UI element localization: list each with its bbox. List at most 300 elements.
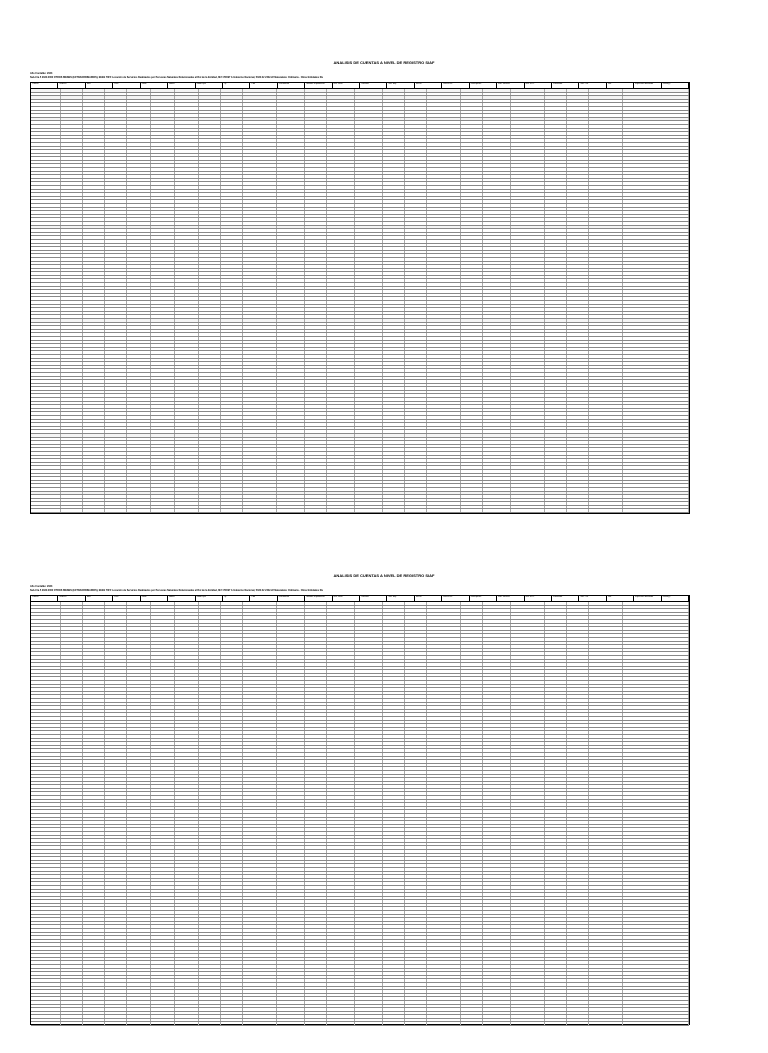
table-cell bbox=[461, 139, 483, 142]
table-cell bbox=[305, 839, 327, 842]
table-cell bbox=[221, 470, 243, 473]
table-cell bbox=[623, 229, 689, 232]
table-cell bbox=[305, 509, 327, 512]
table-cell bbox=[105, 875, 127, 878]
table-cell bbox=[83, 872, 105, 875]
table-cell bbox=[383, 423, 405, 426]
table-cell bbox=[31, 602, 61, 605]
table-cell bbox=[511, 839, 545, 842]
table-cell bbox=[355, 488, 383, 491]
table-cell bbox=[427, 459, 461, 462]
table-cell bbox=[623, 330, 689, 333]
table-cell bbox=[199, 857, 221, 860]
table-cell bbox=[427, 236, 461, 239]
table-cell bbox=[127, 828, 151, 831]
table-cell bbox=[483, 186, 511, 189]
table-cell bbox=[383, 427, 405, 430]
table-cell bbox=[483, 319, 511, 322]
table-cell bbox=[151, 121, 175, 124]
table-cell bbox=[221, 351, 243, 354]
table-column-header: Cdo bbox=[250, 83, 277, 88]
table-cell bbox=[305, 233, 327, 236]
table-cell bbox=[151, 247, 175, 250]
table-cell bbox=[199, 868, 221, 871]
table-cell bbox=[623, 688, 689, 691]
table-cell bbox=[83, 269, 105, 272]
table-cell bbox=[61, 373, 83, 376]
table-cell bbox=[383, 685, 405, 688]
table-cell bbox=[545, 843, 567, 846]
table-cell bbox=[305, 147, 327, 150]
table-cell bbox=[461, 373, 483, 376]
table-cell bbox=[623, 868, 689, 871]
table-cell bbox=[61, 121, 83, 124]
table-cell bbox=[427, 484, 461, 487]
table-cell bbox=[567, 616, 589, 619]
table-cell bbox=[277, 373, 305, 376]
table-cell bbox=[427, 323, 461, 326]
table-cell bbox=[511, 613, 545, 616]
table-cell bbox=[383, 208, 405, 211]
table-cell bbox=[355, 121, 383, 124]
table-cell bbox=[277, 312, 305, 315]
table-cell bbox=[461, 164, 483, 167]
table-cell bbox=[105, 297, 127, 300]
table-cell bbox=[483, 677, 511, 680]
table-cell bbox=[151, 821, 175, 824]
table-cell bbox=[589, 229, 623, 232]
table-cell bbox=[483, 330, 511, 333]
table-cell bbox=[589, 606, 623, 609]
table-cell bbox=[277, 792, 305, 795]
table-cell bbox=[589, 143, 623, 146]
table-cell bbox=[83, 757, 105, 760]
table-cell bbox=[151, 333, 175, 336]
table-cell bbox=[305, 330, 327, 333]
table-cell bbox=[175, 452, 199, 455]
table-cell bbox=[383, 703, 405, 706]
table-cell bbox=[105, 854, 127, 857]
table-cell bbox=[199, 649, 221, 652]
table-cell bbox=[545, 800, 567, 803]
table-cell bbox=[383, 868, 405, 871]
table-cell bbox=[427, 825, 461, 828]
table-cell bbox=[511, 118, 545, 121]
table-cell bbox=[511, 692, 545, 695]
table-cell bbox=[623, 638, 689, 641]
table-cell bbox=[383, 359, 405, 362]
table-cell bbox=[327, 301, 355, 304]
table-cell bbox=[105, 409, 127, 412]
table-cell bbox=[243, 861, 277, 864]
table-cell bbox=[327, 724, 355, 727]
table-cell bbox=[589, 258, 623, 261]
table-cell bbox=[31, 474, 61, 477]
table-cell bbox=[105, 100, 127, 103]
table-cell bbox=[151, 290, 175, 293]
table-cell bbox=[151, 775, 175, 778]
table-cell bbox=[461, 864, 483, 867]
table-cell bbox=[623, 459, 689, 462]
table-cell bbox=[483, 305, 511, 308]
table-cell bbox=[383, 305, 405, 308]
table-cell bbox=[199, 344, 221, 347]
table-cell bbox=[127, 764, 151, 767]
table-cell bbox=[427, 477, 461, 480]
table-cell bbox=[199, 695, 221, 698]
table-cell bbox=[589, 814, 623, 817]
table-cell bbox=[83, 656, 105, 659]
table-cell bbox=[105, 244, 127, 247]
table-cell bbox=[589, 721, 623, 724]
table-cell bbox=[327, 208, 355, 211]
table-cell bbox=[545, 366, 567, 369]
table-cell bbox=[623, 782, 689, 785]
table-cell bbox=[105, 301, 127, 304]
table-cell bbox=[61, 333, 83, 336]
table-cell bbox=[545, 861, 567, 864]
table-cell bbox=[305, 186, 327, 189]
table-cell bbox=[243, 695, 277, 698]
table-cell bbox=[483, 139, 511, 142]
table-cell bbox=[83, 420, 105, 423]
table-cell bbox=[461, 100, 483, 103]
table-cell bbox=[127, 677, 151, 680]
report-page-2 bbox=[0, 573, 768, 1053]
table-cell bbox=[277, 394, 305, 397]
table-cell bbox=[545, 262, 567, 265]
table-cell bbox=[151, 398, 175, 401]
table-cell bbox=[461, 606, 483, 609]
table-cell bbox=[277, 262, 305, 265]
table-cell bbox=[243, 818, 277, 821]
table-cell bbox=[61, 767, 83, 770]
table-cell bbox=[545, 265, 567, 268]
table-cell bbox=[277, 290, 305, 293]
table-cell bbox=[355, 470, 383, 473]
table-cell bbox=[567, 204, 589, 207]
table-cell bbox=[175, 308, 199, 311]
table-cell bbox=[105, 839, 127, 842]
table-cell bbox=[127, 760, 151, 763]
table-cell bbox=[199, 136, 221, 139]
table-cell bbox=[383, 355, 405, 358]
table-cell bbox=[151, 394, 175, 397]
table-cell bbox=[327, 846, 355, 849]
table-cell bbox=[511, 301, 545, 304]
table-cell bbox=[277, 118, 305, 121]
table-cell bbox=[31, 355, 61, 358]
table-cell bbox=[83, 875, 105, 878]
table-cell bbox=[589, 685, 623, 688]
table-cell bbox=[327, 685, 355, 688]
table-cell bbox=[567, 114, 589, 117]
table-cell bbox=[405, 330, 427, 333]
table-cell bbox=[589, 337, 623, 340]
table-cell bbox=[199, 412, 221, 415]
table-cell bbox=[405, 118, 427, 121]
table-column-header: Nro. Serie bbox=[333, 83, 360, 88]
table-column-header: Doc bbox=[607, 83, 634, 88]
table-cell bbox=[567, 767, 589, 770]
table-cell bbox=[567, 301, 589, 304]
table-cell bbox=[305, 861, 327, 864]
table-cell bbox=[221, 179, 243, 182]
table-cell bbox=[61, 724, 83, 727]
table-cell bbox=[567, 262, 589, 265]
table-cell bbox=[589, 854, 623, 857]
table-cell bbox=[127, 384, 151, 387]
table-cell bbox=[175, 197, 199, 200]
table-cell bbox=[405, 362, 427, 365]
table-cell bbox=[175, 359, 199, 362]
table-cell bbox=[127, 800, 151, 803]
table-cell bbox=[61, 739, 83, 742]
table-cell bbox=[151, 660, 175, 663]
table-cell bbox=[461, 412, 483, 415]
table-cell bbox=[61, 764, 83, 767]
table-cell bbox=[61, 609, 83, 612]
table-cell bbox=[327, 602, 355, 605]
table-cell bbox=[151, 688, 175, 691]
table-cell bbox=[221, 721, 243, 724]
table-cell bbox=[105, 290, 127, 293]
table-cell bbox=[355, 114, 383, 117]
table-cell bbox=[483, 229, 511, 232]
table-cell bbox=[221, 398, 243, 401]
table-cell bbox=[383, 836, 405, 839]
table-cell bbox=[83, 276, 105, 279]
table-cell bbox=[405, 247, 427, 250]
table-cell bbox=[105, 739, 127, 742]
table-cell bbox=[589, 703, 623, 706]
table-cell bbox=[127, 685, 151, 688]
table-cell bbox=[305, 297, 327, 300]
table-cell bbox=[623, 305, 689, 308]
table-cell bbox=[623, 297, 689, 300]
table-cell bbox=[511, 351, 545, 354]
table-cell bbox=[199, 161, 221, 164]
table-cell bbox=[461, 398, 483, 401]
table-cell bbox=[105, 645, 127, 648]
table-cell bbox=[105, 179, 127, 182]
table-cell bbox=[589, 200, 623, 203]
table-cell bbox=[427, 279, 461, 282]
table-cell bbox=[31, 642, 61, 645]
table-cell bbox=[405, 190, 427, 193]
table-cell bbox=[127, 218, 151, 221]
table-cell bbox=[31, 294, 61, 297]
table-cell bbox=[305, 800, 327, 803]
table-cell bbox=[427, 713, 461, 716]
table-cell bbox=[221, 642, 243, 645]
table-cell bbox=[545, 850, 567, 853]
table-cell bbox=[199, 452, 221, 455]
table-cell bbox=[127, 265, 151, 268]
table-column-header: Nro. RUC bbox=[525, 83, 552, 88]
table-cell bbox=[511, 175, 545, 178]
table-cell bbox=[567, 807, 589, 810]
table-cell bbox=[427, 215, 461, 218]
table-cell bbox=[427, 717, 461, 720]
table-cell bbox=[405, 760, 427, 763]
table-cell bbox=[383, 89, 405, 92]
table-cell bbox=[405, 236, 427, 239]
table-cell bbox=[83, 100, 105, 103]
table-column-header: Nro. Exp bbox=[387, 83, 414, 88]
table-cell bbox=[383, 502, 405, 505]
table-cell bbox=[61, 272, 83, 275]
table-cell bbox=[127, 290, 151, 293]
table-cell bbox=[427, 452, 461, 455]
table-cell bbox=[383, 172, 405, 175]
table-column-header: Proveedor bbox=[552, 83, 579, 88]
table-cell bbox=[151, 631, 175, 634]
table-column-header: Doc bbox=[607, 596, 634, 601]
table-cell bbox=[151, 703, 175, 706]
table-cell bbox=[199, 287, 221, 290]
table-cell bbox=[567, 699, 589, 702]
table-cell bbox=[405, 810, 427, 813]
table-cell bbox=[221, 301, 243, 304]
table-cell bbox=[623, 366, 689, 369]
table-cell bbox=[83, 341, 105, 344]
table-cell bbox=[83, 631, 105, 634]
table-cell bbox=[61, 208, 83, 211]
table-cell bbox=[221, 620, 243, 623]
table-cell bbox=[221, 326, 243, 329]
table-cell bbox=[175, 789, 199, 792]
table-cell bbox=[305, 172, 327, 175]
table-cell bbox=[511, 775, 545, 778]
table-cell bbox=[221, 89, 243, 92]
table-cell bbox=[461, 409, 483, 412]
table-cell bbox=[243, 233, 277, 236]
table-cell bbox=[545, 810, 567, 813]
table-cell bbox=[105, 416, 127, 419]
table-cell bbox=[483, 749, 511, 752]
table-cell bbox=[405, 828, 427, 831]
table-cell bbox=[483, 699, 511, 702]
table-cell bbox=[83, 634, 105, 637]
table-cell bbox=[623, 484, 689, 487]
table-cell bbox=[383, 509, 405, 512]
table-cell bbox=[105, 233, 127, 236]
table-cell bbox=[427, 775, 461, 778]
table-cell bbox=[105, 685, 127, 688]
table-cell bbox=[427, 89, 461, 92]
table-cell bbox=[405, 470, 427, 473]
table-cell bbox=[405, 366, 427, 369]
table-cell bbox=[427, 355, 461, 358]
table-cell bbox=[151, 735, 175, 738]
table-cell bbox=[105, 380, 127, 383]
table-cell bbox=[545, 746, 567, 749]
table-cell bbox=[589, 509, 623, 512]
table-cell bbox=[243, 775, 277, 778]
table-cell bbox=[127, 366, 151, 369]
table-cell bbox=[305, 818, 327, 821]
table-cell bbox=[31, 222, 61, 225]
table-cell bbox=[461, 200, 483, 203]
table-cell bbox=[61, 326, 83, 329]
table-cell bbox=[327, 269, 355, 272]
table-cell bbox=[175, 394, 199, 397]
table-cell bbox=[277, 387, 305, 390]
table-cell bbox=[151, 136, 175, 139]
table-cell bbox=[327, 387, 355, 390]
table-cell bbox=[461, 430, 483, 433]
table-cell bbox=[623, 477, 689, 480]
table-cell bbox=[567, 402, 589, 405]
table-cell bbox=[567, 836, 589, 839]
table-cell bbox=[175, 832, 199, 835]
table-cell bbox=[61, 164, 83, 167]
table-cell bbox=[355, 645, 383, 648]
table-cell bbox=[483, 724, 511, 727]
table-cell bbox=[511, 818, 545, 821]
table-cell bbox=[545, 355, 567, 358]
table-cell bbox=[427, 258, 461, 261]
table-cell bbox=[199, 616, 221, 619]
table-cell bbox=[105, 269, 127, 272]
table-cell bbox=[461, 868, 483, 871]
table-cell bbox=[623, 742, 689, 745]
table-cell bbox=[127, 872, 151, 875]
table-cell bbox=[545, 387, 567, 390]
table-cell bbox=[405, 656, 427, 659]
table-cell bbox=[105, 294, 127, 297]
table-cell bbox=[151, 753, 175, 756]
table-cell bbox=[243, 251, 277, 254]
table-cell bbox=[151, 434, 175, 437]
table-cell bbox=[151, 846, 175, 849]
table-cell bbox=[355, 208, 383, 211]
table-cell bbox=[383, 265, 405, 268]
table-cell bbox=[355, 186, 383, 189]
table-cell bbox=[355, 373, 383, 376]
table-cell bbox=[623, 717, 689, 720]
table-cell bbox=[175, 430, 199, 433]
table-cell bbox=[105, 624, 127, 627]
table-cell bbox=[83, 305, 105, 308]
table-cell bbox=[355, 283, 383, 286]
table-cell bbox=[243, 616, 277, 619]
table-cell bbox=[105, 882, 127, 885]
table-cell bbox=[221, 746, 243, 749]
table-cell bbox=[405, 103, 427, 106]
table-cell bbox=[105, 721, 127, 724]
table-cell bbox=[623, 814, 689, 817]
table-cell bbox=[305, 846, 327, 849]
table-cell bbox=[383, 764, 405, 767]
table-cell bbox=[567, 638, 589, 641]
table-cell bbox=[105, 677, 127, 680]
table-cell bbox=[31, 312, 61, 315]
table-cell bbox=[127, 459, 151, 462]
table-cell bbox=[483, 441, 511, 444]
table-cell bbox=[127, 111, 151, 114]
table-cell bbox=[355, 785, 383, 788]
table-cell bbox=[151, 481, 175, 484]
table-cell bbox=[83, 728, 105, 731]
table-cell bbox=[61, 699, 83, 702]
table-cell bbox=[545, 789, 567, 792]
table-cell bbox=[461, 179, 483, 182]
table-cell bbox=[327, 229, 355, 232]
table-row bbox=[31, 509, 689, 513]
table-cell bbox=[151, 832, 175, 835]
